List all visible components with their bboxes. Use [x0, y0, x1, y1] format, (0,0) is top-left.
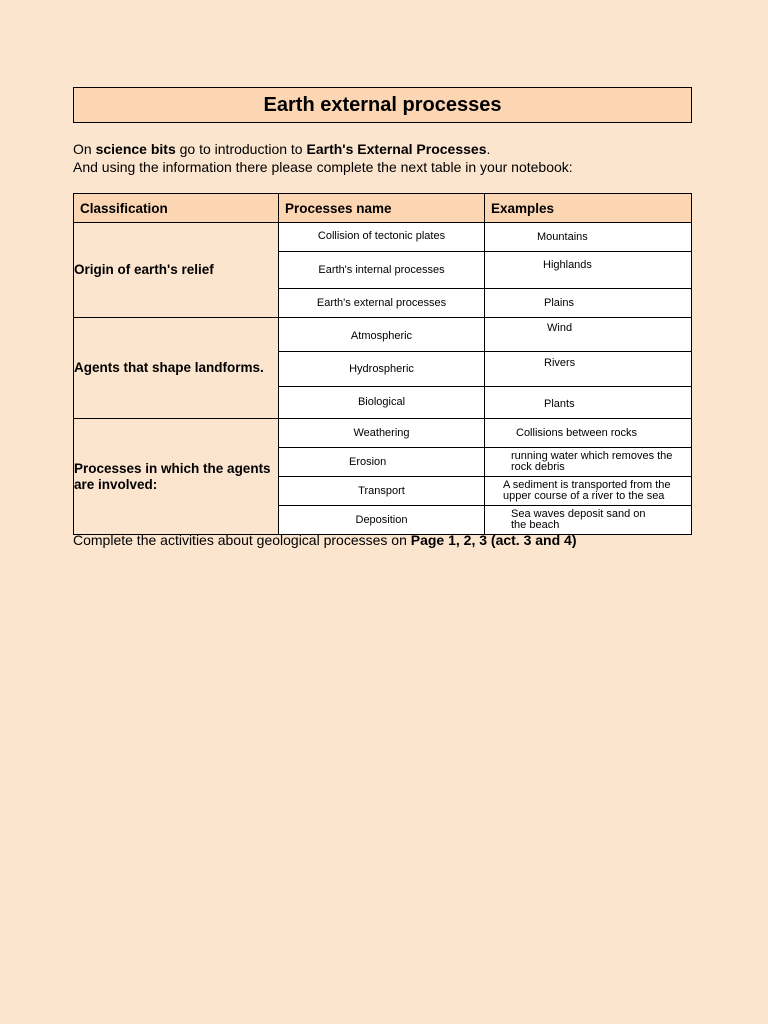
process-cell: Biological	[279, 387, 485, 419]
example-cell: Collisions between rocks	[485, 419, 692, 448]
header-examples: Examples	[485, 194, 692, 223]
process-cell: Erosion	[279, 448, 485, 477]
table-row	[74, 419, 692, 448]
process-cell: Earth's external processes	[279, 289, 485, 318]
footer-prefix: Complete the activities about geological processes on	[73, 532, 411, 548]
example-cell: Mountains	[485, 223, 692, 252]
classification-cell: Processes in which the agents are involved:	[74, 419, 279, 535]
processes-table	[73, 193, 692, 535]
process-cell: Weathering	[279, 419, 485, 448]
footer-instructions	[73, 531, 713, 549]
page-title: Earth external processes	[73, 87, 692, 123]
intro-middle: go to introduction to	[175, 141, 307, 157]
science-bits-link-text: science bits	[95, 141, 176, 157]
process-cell: Atmospheric	[279, 318, 485, 352]
process-cell: Transport	[279, 477, 485, 506]
example-cell: Rivers	[485, 352, 692, 387]
table-row	[74, 223, 692, 252]
intro-suffix: .	[486, 141, 491, 157]
table-row	[74, 318, 692, 352]
process-cell: Hydrospheric	[279, 352, 485, 387]
example-cell: A sediment is transported from the upper course of a river to the sea	[485, 477, 692, 506]
process-cell: Deposition	[279, 506, 485, 535]
classification-cell: Origin of earth's relief	[74, 223, 279, 318]
intro-prefix: On	[73, 141, 96, 157]
example-cell: Plants	[485, 387, 692, 419]
example-cell: Highlands	[485, 252, 692, 289]
header-classification: Classification	[74, 194, 279, 223]
example-cell: running water which removes the rock debris	[485, 448, 692, 477]
example-cell: Plains	[485, 289, 692, 318]
example-cell: Wind	[485, 318, 692, 352]
intro-line-2: And using the information there please complete the next table in your notebook:	[73, 159, 573, 175]
process-cell: Collision of tectonic plates	[279, 223, 485, 252]
intro-text	[73, 140, 713, 176]
intro-line-1	[73, 140, 713, 158]
footer-pages: Page 1, 2, 3 (act. 3 and 4)	[410, 532, 577, 548]
table-header-row	[74, 194, 692, 223]
process-cell: Earth's internal processes	[279, 252, 485, 289]
external-processes-text: Earth's External Processes	[306, 141, 487, 157]
header-processes-name: Processes name	[279, 194, 485, 223]
example-cell: Sea waves deposit sand on the beach	[485, 506, 692, 535]
classification-cell: Agents that shape landforms.	[74, 318, 279, 419]
